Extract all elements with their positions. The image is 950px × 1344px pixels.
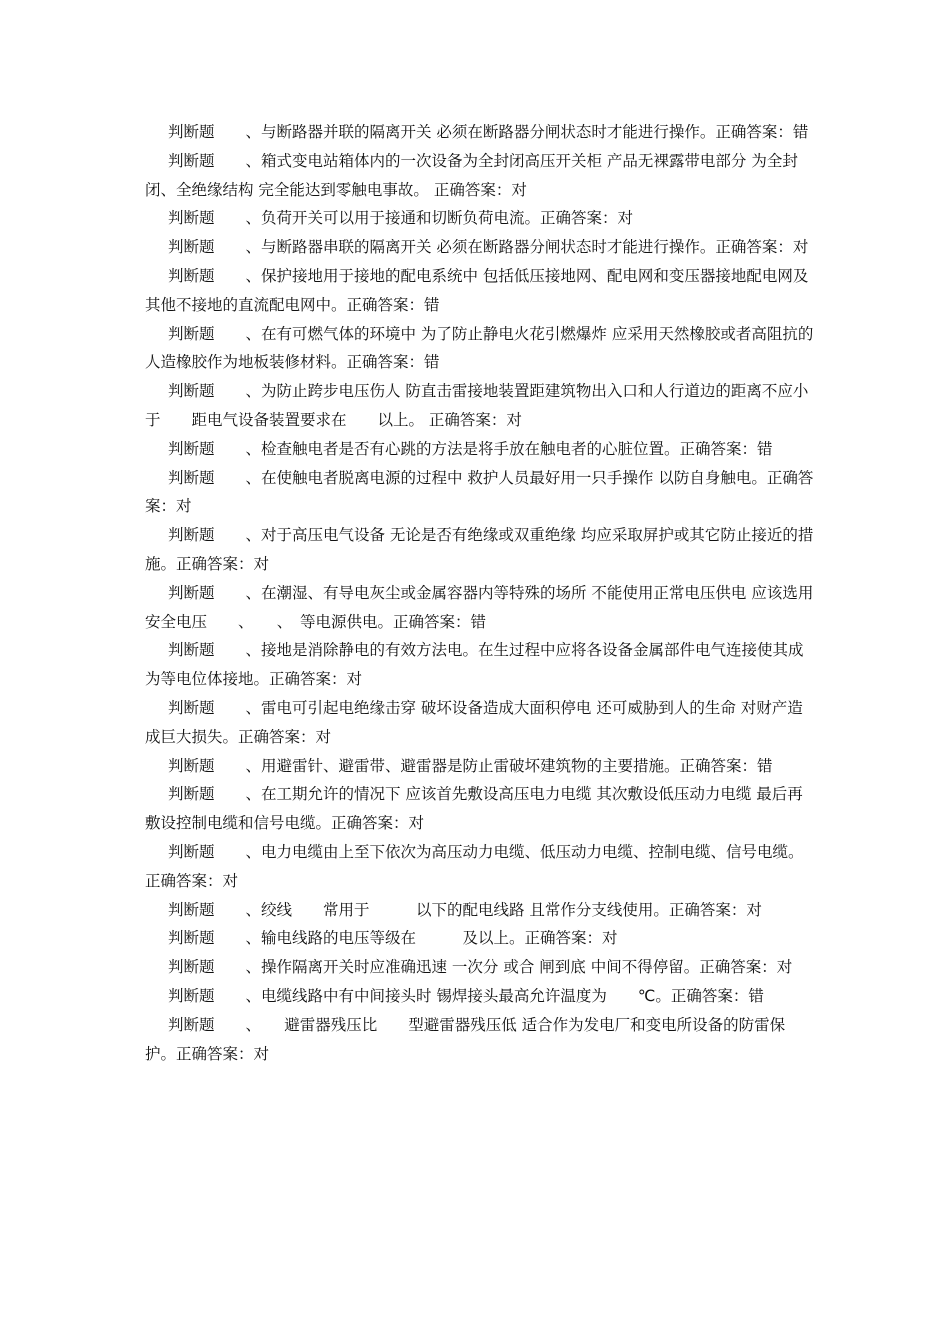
question-item: 判断题 、在有可燃气体的环境中 为了防止静电火花引燃爆炸 应采用天然橡胶或者高阻抗的人造橡胶作为地板装修材料。正确答案：错	[145, 324, 814, 372]
question-item: 判断题 、绞线 常用于 以下的配电线路 且常作分支线使用。正确答案：对	[168, 900, 762, 919]
question-item: 判断题 、保护接地用于接地的配电系统中 包括低压接地网、配电网和变压器接地配电网及其他不接地的直流配电网中。正确答案：错	[145, 266, 809, 314]
question-item: 判断题 、对于高压电气设备 无论是否有绝缘或双重绝缘 均应采取屏护或其它防止接近的措施。正确答案：对	[145, 526, 814, 573]
question-item: 判断题 、与断路器串联的隔离开关 必须在断路器分闸状态时才能进行操作。正确答案：对	[168, 238, 809, 257]
question-item: 判断题 、操作隔离开关时应准确迅速 一次分 或合 闸到底 中间不得停留。正确答案：对	[168, 958, 793, 977]
question-item: 判断题 、电缆线路中有中间接头时 锡焊接头最高允许温度为 ℃。正确答案：错	[168, 986, 764, 1005]
question-item: 判断题 、检查触电者是否有心跳的方法是将手放在触电者的心脏位置。正确答案：错	[168, 439, 773, 458]
question-item: 判断题 、用避雷针、避雷带、避雷器是防止雷破坏建筑物的主要措施。正确答案：错	[168, 756, 773, 775]
question-item: 判断题 、输电线路的电压等级在 及以上。正确答案：对	[168, 929, 618, 948]
question-list	[145, 118, 815, 1068]
question-item: 判断题 、雷电可引起电绝缘击穿 破坏设备造成大面积停电 还可威胁到人的生命 对财产造成巨大损失。正确答案：对	[145, 698, 803, 746]
question-item: 判断题 、为防止跨步电压伤人 防直击雷接地装置距建筑物出入口和人行道边的距离不应小于 距电气设备装置要求在 以上。 正确答案：对	[145, 382, 809, 429]
question-item: 判断题 、 避雷器残压比 型避雷器残压低 适合作为发电厂和变电所设备的防雷保护。正确答案：对	[145, 1015, 786, 1063]
question-item: 判断题 、在使触电者脱离电源的过程中 救护人员最好用一只手操作 以防自身触电。正确答案：对	[145, 468, 814, 516]
question-item: 判断题 、电力电缆由上至下依次为高压动力电缆、低压动力电缆、控制电缆、信号电缆。正确答案：对	[145, 842, 804, 890]
question-item: 判断题 、箱式变电站箱体内的一次设备为全封闭高压开关柜 产品无裸露带电部分 为全封闭、全绝缘结构 完全能达到零触电事故。 正确答案：对	[145, 151, 798, 199]
question-item: 判断题 、在工期允许的情况下 应该首先敷设高压电力电缆 其次敷设低压动力电缆 最后再敷设控制电缆和信号电缆。正确答案：对	[145, 785, 803, 833]
question-item: 判断题 、接地是消除静电的有效方法电。在生过程中应将各设备金属部件电气连接使其成为等电位体接地。正确答案：对	[145, 641, 804, 689]
question-item: 判断题 、与断路器并联的隔离开关 必须在断路器分闸状态时才能进行操作。正确答案：错	[168, 123, 809, 141]
question-item: 判断题 、负荷开关可以用于接通和切断负荷电流。正确答案：对	[168, 209, 634, 228]
question-item: 判断题 、在潮湿、有导电灰尘或金属容器内等特殊的场所 不能使用正常电压供电 应该选用安全电压 、 、 等电源供电。正确答案：错	[145, 583, 814, 631]
